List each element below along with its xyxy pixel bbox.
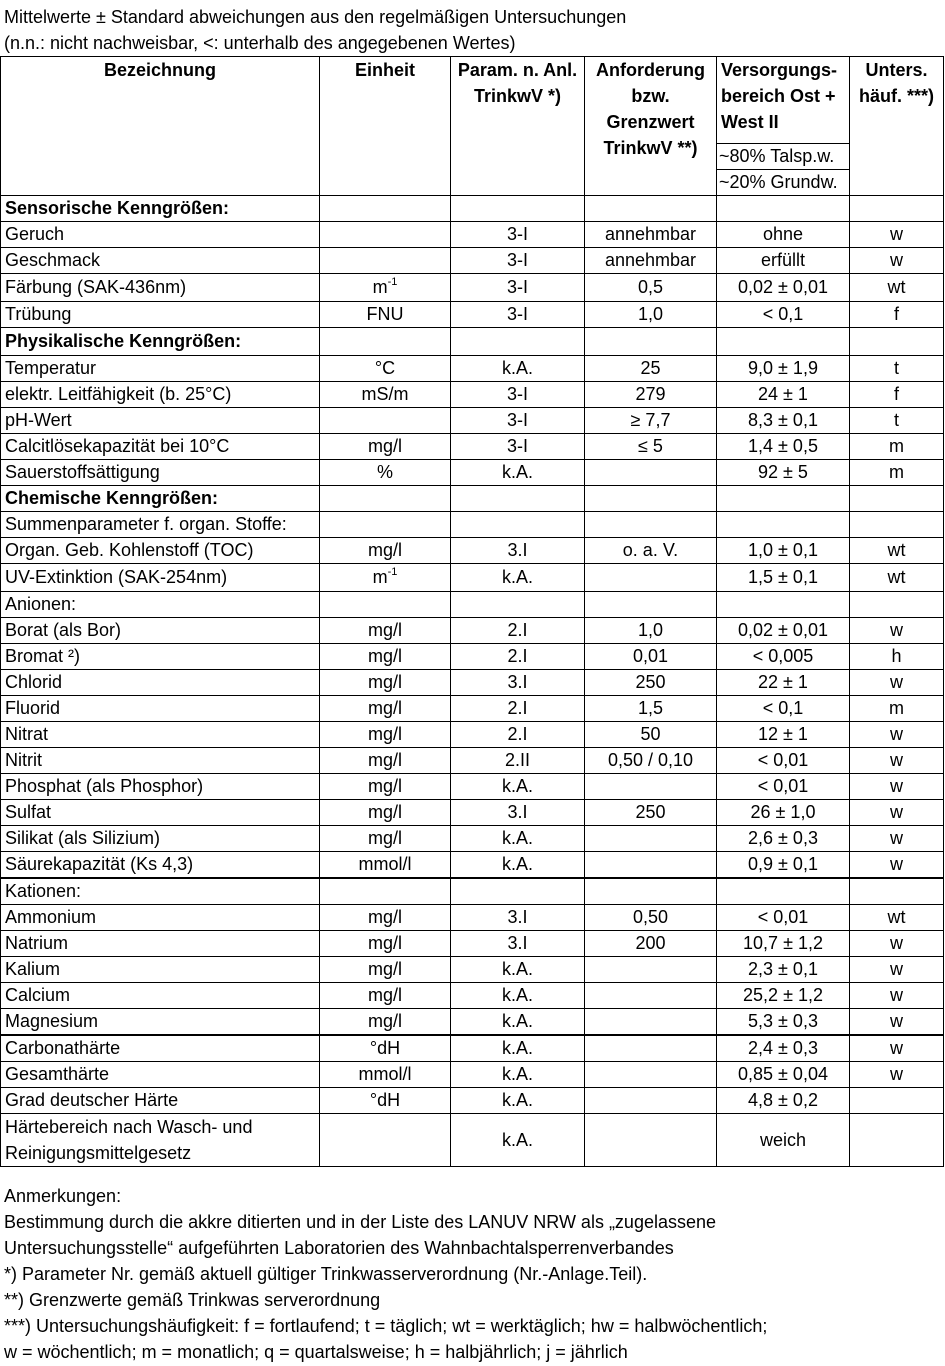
subsection-label: Summenparameter f. organ. Stoffe: <box>1 512 320 538</box>
unit-text: m <box>372 277 388 297</box>
cell-limit <box>585 564 717 592</box>
cell-frequency: wt <box>850 274 944 302</box>
intro-text <box>4 4 626 56</box>
cell-value: < 0,005 <box>717 644 850 670</box>
cell-name: Säurekapazität (Ks 4,3) <box>1 852 320 879</box>
unit-exponent: -1 <box>387 566 398 578</box>
table-row <box>1 1062 944 1088</box>
cell-frequency: wt <box>850 905 944 931</box>
cell-value: < 0,01 <box>717 905 850 931</box>
header-einheit: Einheit <box>320 57 451 196</box>
table-row <box>1 748 944 774</box>
cell-frequency: w <box>850 1035 944 1062</box>
cell-frequency: w <box>850 1009 944 1036</box>
note-line: w = wöchentlich; m = monatlich; q = quartalsweise; h = halbjährlich; j = jährlich <box>4 1342 628 1362</box>
cell-frequency: w <box>850 774 944 800</box>
table-row <box>1 957 944 983</box>
cell-frequency: f <box>850 302 944 328</box>
cell-unit: mg/l <box>320 644 451 670</box>
table-row <box>1 983 944 1009</box>
cell-limit: ≤ 5 <box>585 434 717 460</box>
cell-param: 3-I <box>451 408 585 434</box>
cell-frequency: wt <box>850 538 944 564</box>
table-row <box>1 670 944 696</box>
cell-limit <box>585 1114 717 1167</box>
cell-limit <box>585 774 717 800</box>
cell-value: 0,9 ± 0,1 <box>717 852 850 879</box>
cell-limit <box>585 826 717 852</box>
cell-name: Ammonium <box>1 905 320 931</box>
cell-frequency: w <box>850 800 944 826</box>
cell-name: Carbonathärte <box>1 1035 320 1062</box>
cell-unit: mg/l <box>320 983 451 1009</box>
cell-limit: 250 <box>585 670 717 696</box>
cell-param: 2.I <box>451 644 585 670</box>
cell-value: 8,3 ± 0,1 <box>717 408 850 434</box>
cell-unit: mg/l <box>320 826 451 852</box>
table-header <box>1 57 944 196</box>
cell-name: Phosphat (als Phosphor) <box>1 774 320 800</box>
cell-unit <box>320 248 451 274</box>
cell-param: 3.I <box>451 670 585 696</box>
footnotes <box>4 1183 767 1365</box>
cell-param: k.A. <box>451 1088 585 1114</box>
table-row <box>1 905 944 931</box>
cell-name: Sulfat <box>1 800 320 826</box>
cell-param: k.A. <box>451 1009 585 1036</box>
cell-value: 0,02 ± 0,01 <box>717 618 850 644</box>
cell-limit: 200 <box>585 931 717 957</box>
table-row <box>1 564 944 592</box>
table-row <box>1 538 944 564</box>
cell-param: 2.II <box>451 748 585 774</box>
cell-value: erfüllt <box>717 248 850 274</box>
cell-param: k.A. <box>451 957 585 983</box>
cell-limit <box>585 983 717 1009</box>
cell-value: 92 ± 5 <box>717 460 850 486</box>
header-versorgung-sub1: ~80% Talsp.w. <box>717 143 849 169</box>
cell-value: 1,4 ± 0,5 <box>717 434 850 460</box>
cell-unit: mg/l <box>320 670 451 696</box>
header-unters: Unters. häuf. ***) <box>850 57 944 196</box>
header-anforderung: Anforderung bzw. Grenzwert TrinkwV **) <box>585 57 717 196</box>
cell-frequency <box>850 1088 944 1114</box>
cell-name: Bromat ²) <box>1 644 320 670</box>
subsection-label: Kationen: <box>1 878 320 905</box>
cell-frequency: f <box>850 382 944 408</box>
cell-name: Temperatur <box>1 356 320 382</box>
cell-frequency: w <box>850 1062 944 1088</box>
cell-name: Chlorid <box>1 670 320 696</box>
note-line: **) Grenzwerte gemäß Trinkwas serverordnung <box>4 1290 381 1310</box>
cell-name: Kalium <box>1 957 320 983</box>
header-versorgung-sub2: ~20% Grundw. <box>717 169 849 195</box>
cell-name: Trübung <box>1 302 320 328</box>
cell-limit <box>585 460 717 486</box>
cell-unit: mg/l <box>320 618 451 644</box>
cell-value: < 0,01 <box>717 748 850 774</box>
cell-unit <box>320 274 451 302</box>
cell-value: 1,0 ± 0,1 <box>717 538 850 564</box>
unit-text: m <box>372 567 388 587</box>
subsection-label: Anionen: <box>1 592 320 618</box>
cell-frequency: w <box>850 722 944 748</box>
cell-value: 5,3 ± 0,3 <box>717 1009 850 1036</box>
cell-value: < 0,1 <box>717 696 850 722</box>
cell-frequency: t <box>850 408 944 434</box>
cell-name: Grad deutscher Härte <box>1 1088 320 1114</box>
cell-param: k.A. <box>451 356 585 382</box>
cell-frequency: h <box>850 644 944 670</box>
cell-unit <box>320 408 451 434</box>
cell-frequency: m <box>850 434 944 460</box>
cell-name: Calcitlösekapazität bei 10°C <box>1 434 320 460</box>
cell-value: ohne <box>717 222 850 248</box>
cell-frequency <box>850 1114 944 1167</box>
subsection-row <box>1 592 944 618</box>
table-row <box>1 460 944 486</box>
cell-limit: 250 <box>585 800 717 826</box>
cell-unit: FNU <box>320 302 451 328</box>
cell-name: Härtebereich nach Wasch- und Reinigungsmittelgesetz <box>1 1114 320 1167</box>
cell-value: 0,85 ± 0,04 <box>717 1062 850 1088</box>
cell-limit: 0,50 <box>585 905 717 931</box>
cell-unit <box>320 222 451 248</box>
note-line: *) Parameter Nr. gemäß aktuell gültiger Trinkwasserverordnung (Nr.-Anlage.Teil). <box>4 1264 648 1284</box>
cell-limit: 1,5 <box>585 696 717 722</box>
section-row <box>1 486 944 512</box>
cell-value: weich <box>717 1114 850 1167</box>
cell-value: 9,0 ± 1,9 <box>717 356 850 382</box>
cell-unit: mg/l <box>320 538 451 564</box>
cell-param: 3-I <box>451 382 585 408</box>
cell-param: 3.I <box>451 905 585 931</box>
cell-frequency: w <box>850 852 944 879</box>
cell-limit: 0,5 <box>585 274 717 302</box>
cell-param: k.A. <box>451 983 585 1009</box>
cell-param: 3-I <box>451 434 585 460</box>
cell-name: Geschmack <box>1 248 320 274</box>
cell-frequency: w <box>850 748 944 774</box>
cell-value: 12 ± 1 <box>717 722 850 748</box>
cell-value: 4,8 ± 0,2 <box>717 1088 850 1114</box>
cell-limit: annehmbar <box>585 248 717 274</box>
cell-param: k.A. <box>451 852 585 879</box>
cell-frequency: w <box>850 931 944 957</box>
table-row <box>1 852 944 879</box>
cell-frequency: m <box>850 460 944 486</box>
cell-frequency: w <box>850 983 944 1009</box>
table-row <box>1 1009 944 1036</box>
cell-value: 2,4 ± 0,3 <box>717 1035 850 1062</box>
cell-value: < 0,01 <box>717 774 850 800</box>
cell-limit: 1,0 <box>585 618 717 644</box>
cell-unit: mg/l <box>320 696 451 722</box>
table-row <box>1 248 944 274</box>
table-row <box>1 274 944 302</box>
note-line: Untersuchungsstelle“ aufgeführten Laboratorien des Wahnbachtalsperrenverbandes <box>4 1238 674 1258</box>
cell-value: 22 ± 1 <box>717 670 850 696</box>
cell-frequency: wt <box>850 564 944 592</box>
cell-name: Silikat (als Silizium) <box>1 826 320 852</box>
intro-line-2: (n.n.: nicht nachweisbar, <: unterhalb des angegebenen Wertes) <box>4 33 516 53</box>
cell-unit: °dH <box>320 1088 451 1114</box>
cell-name: Fluorid <box>1 696 320 722</box>
cell-frequency: w <box>850 618 944 644</box>
cell-unit: mmol/l <box>320 852 451 879</box>
section-label: Sensorische Kenngrößen: <box>1 196 320 222</box>
cell-unit: % <box>320 460 451 486</box>
cell-frequency: t <box>850 356 944 382</box>
cell-value: 25,2 ± 1,2 <box>717 983 850 1009</box>
cell-unit: mg/l <box>320 434 451 460</box>
table-row <box>1 618 944 644</box>
cell-unit: mg/l <box>320 748 451 774</box>
note-line: Bestimmung durch die akkre ditierten und in der Liste des LANUV NRW als „zugelassene <box>4 1212 717 1232</box>
cell-value: < 0,1 <box>717 302 850 328</box>
cell-name: UV-Extinktion (SAK-254nm) <box>1 564 320 592</box>
note-line: ***) Untersuchungshäufigkeit: f = fortlaufend; t = täglich; wt = werktäglich; hw = halbwöchentlich; <box>4 1316 768 1336</box>
cell-unit: mg/l <box>320 774 451 800</box>
cell-param: 3.I <box>451 800 585 826</box>
table-row <box>1 644 944 670</box>
cell-limit <box>585 852 717 879</box>
section-label: Chemische Kenngrößen: <box>1 486 320 512</box>
cell-limit: 25 <box>585 356 717 382</box>
table-row <box>1 800 944 826</box>
cell-param: 3-I <box>451 302 585 328</box>
cell-limit <box>585 957 717 983</box>
cell-unit: mg/l <box>320 905 451 931</box>
intro-line-1: Mittelwerte ± Standard abweichungen aus den regelmäßigen Untersuchungen <box>4 7 627 27</box>
cell-limit: o. a. V. <box>585 538 717 564</box>
subsection-row <box>1 878 944 905</box>
cell-frequency: m <box>850 696 944 722</box>
cell-unit: °C <box>320 356 451 382</box>
cell-frequency: w <box>850 826 944 852</box>
table-row <box>1 1088 944 1114</box>
note-line: Anmerkungen: <box>4 1186 122 1206</box>
cell-value: 10,7 ± 1,2 <box>717 931 850 957</box>
table-row <box>1 696 944 722</box>
cell-unit: mg/l <box>320 1009 451 1036</box>
cell-limit: ≥ 7,7 <box>585 408 717 434</box>
cell-limit <box>585 1088 717 1114</box>
cell-limit <box>585 1062 717 1088</box>
cell-param: 3-I <box>451 248 585 274</box>
cell-limit: annehmbar <box>585 222 717 248</box>
cell-frequency: w <box>850 248 944 274</box>
cell-unit: mS/m <box>320 382 451 408</box>
cell-name: Nitrat <box>1 722 320 748</box>
cell-limit: 0,01 <box>585 644 717 670</box>
cell-name: Gesamthärte <box>1 1062 320 1088</box>
table-row <box>1 826 944 852</box>
table-row <box>1 1035 944 1062</box>
cell-unit: mg/l <box>320 957 451 983</box>
cell-unit: mmol/l <box>320 1062 451 1088</box>
header-bezeichnung: Bezeichnung <box>1 57 320 196</box>
cell-name: Geruch <box>1 222 320 248</box>
header-versorgung-title: Versorgungs-bereich Ost + West II <box>721 60 838 132</box>
cell-param: 2.I <box>451 696 585 722</box>
cell-frequency: w <box>850 222 944 248</box>
cell-unit: mg/l <box>320 931 451 957</box>
cell-limit <box>585 1035 717 1062</box>
cell-param: 3-I <box>451 222 585 248</box>
subsection-row <box>1 512 944 538</box>
table-row <box>1 302 944 328</box>
cell-unit: °dH <box>320 1035 451 1062</box>
cell-param: k.A. <box>451 826 585 852</box>
cell-limit <box>585 1009 717 1036</box>
cell-frequency: w <box>850 957 944 983</box>
cell-value: 26 ± 1,0 <box>717 800 850 826</box>
cell-name: Magnesium <box>1 1009 320 1036</box>
header-param: Param. n. Anl. TrinkwV *) <box>451 57 585 196</box>
cell-name: pH-Wert <box>1 408 320 434</box>
cell-name: Färbung (SAK-436nm) <box>1 274 320 302</box>
cell-name: Natrium <box>1 931 320 957</box>
unit-exponent: -1 <box>387 276 398 288</box>
cell-limit: 279 <box>585 382 717 408</box>
cell-name: Nitrit <box>1 748 320 774</box>
table-row <box>1 382 944 408</box>
table-row <box>1 774 944 800</box>
cell-value: 1,5 ± 0,1 <box>717 564 850 592</box>
cell-param: 3.I <box>451 931 585 957</box>
cell-value: 0,02 ± 0,01 <box>717 274 850 302</box>
cell-unit: mg/l <box>320 722 451 748</box>
cell-name: Sauerstoffsättigung <box>1 460 320 486</box>
cell-param: 2.I <box>451 618 585 644</box>
cell-name: elektr. Leitfähigkeit (b. 25°C) <box>1 382 320 408</box>
table-row <box>1 408 944 434</box>
cell-param: k.A. <box>451 1114 585 1167</box>
cell-value: 2,3 ± 0,1 <box>717 957 850 983</box>
cell-param: k.A. <box>451 460 585 486</box>
table-row <box>1 434 944 460</box>
cell-param: k.A. <box>451 774 585 800</box>
cell-unit <box>320 1114 451 1167</box>
cell-name: Borat (als Bor) <box>1 618 320 644</box>
cell-frequency: w <box>850 670 944 696</box>
section-label: Physikalische Kenngrößen: <box>1 328 320 356</box>
table-row <box>1 356 944 382</box>
cell-value: 2,6 ± 0,3 <box>717 826 850 852</box>
table-row <box>1 1114 944 1167</box>
cell-limit: 50 <box>585 722 717 748</box>
section-row <box>1 196 944 222</box>
table-row <box>1 722 944 748</box>
cell-name: Organ. Geb. Kohlenstoff (TOC) <box>1 538 320 564</box>
table-row <box>1 931 944 957</box>
header-versorgung <box>717 57 850 196</box>
cell-param: 3.I <box>451 538 585 564</box>
cell-param: k.A. <box>451 1062 585 1088</box>
water-quality-table <box>0 56 944 1167</box>
table-row <box>1 222 944 248</box>
cell-name: Calcium <box>1 983 320 1009</box>
cell-value: 24 ± 1 <box>717 382 850 408</box>
cell-limit: 0,50 / 0,10 <box>585 748 717 774</box>
cell-unit <box>320 564 451 592</box>
cell-param: k.A. <box>451 564 585 592</box>
cell-param: 2.I <box>451 722 585 748</box>
section-row <box>1 328 944 356</box>
cell-param: k.A. <box>451 1035 585 1062</box>
cell-param: 3-I <box>451 274 585 302</box>
cell-limit: 1,0 <box>585 302 717 328</box>
cell-unit: mg/l <box>320 800 451 826</box>
